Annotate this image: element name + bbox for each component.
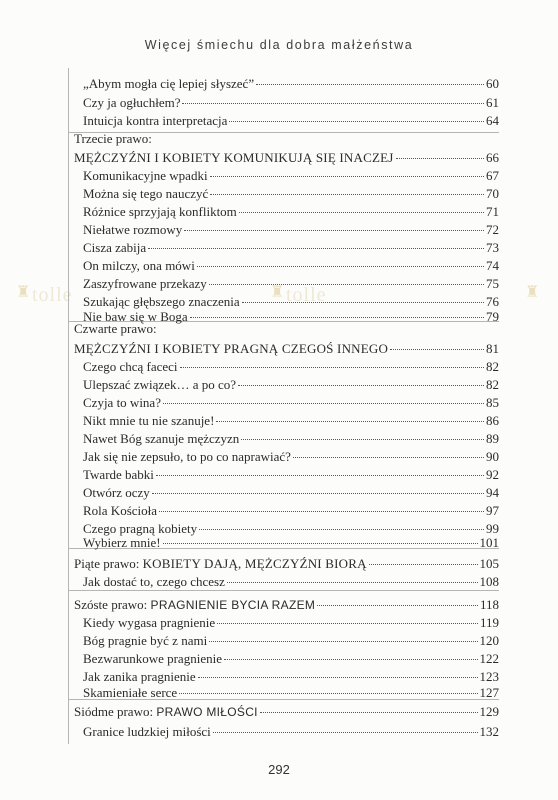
- toc-entry: Jak zanika pragnienie 123: [83, 669, 499, 684]
- chapter-entry: Siódme prawo: PRAWO MIŁOŚCI 129: [74, 704, 499, 719]
- toc-entry: Granice ludzkiej miłości 132: [83, 724, 499, 739]
- toc-entry: „Abym mogła cię lepiej słyszeć” 60: [83, 76, 499, 91]
- toc-entry: Zaszyfrowane przekazy 75: [83, 276, 499, 291]
- toc-entry: Szukając głębszego znaczenia 76: [83, 294, 499, 309]
- toc-entry: Wybierz mnie! 101: [83, 535, 499, 550]
- page-number: 292: [268, 762, 290, 777]
- toc-entry: Czyja to wina? 85: [83, 395, 499, 410]
- watermark: tolle: [32, 284, 73, 306]
- toc-entry: Bóg pragnie być z nami 120: [83, 633, 499, 648]
- chapter-entry: MĘŻCZYŹNI I KOBIETY KOMUNIKUJĄ SIĘ INACZEJ 66: [74, 150, 499, 165]
- toc-entry: Komunikacyjne wpadki 67: [83, 168, 499, 183]
- toc-entry: Rola Kościoła 97: [83, 503, 499, 518]
- toc-entry: Otwórz oczy 94: [83, 485, 499, 500]
- toc-entry: Cisza zabija 73: [83, 240, 499, 255]
- toc-entry: Czego pragną kobiety 99: [83, 521, 499, 536]
- toc-entry: Niełatwe rozmowy 72: [83, 222, 499, 237]
- chapter-entry: Piąte prawo: KOBIETY DAJĄ, MĘŻCZYŹNI BIORĄ 105: [74, 556, 499, 571]
- toc-entry: On milczy, ona mówi 74: [83, 258, 499, 273]
- toc-entry: Ulepszać związek… a po co? 82: [83, 377, 499, 392]
- toc-entry: Kiedy wygasa pragnienie 119: [83, 615, 499, 630]
- watermark: tolle: [286, 284, 327, 306]
- chapter-entry: MĘŻCZYŹNI I KOBIETY PRAGNĄ CZEGOŚ INNEGO 81: [74, 341, 499, 356]
- toc-entry: Jak dostać to, czego chcesz 108: [83, 574, 499, 589]
- toc-entry: Można się tego nauczyć 70: [83, 186, 499, 201]
- toc-entry: Nawet Bóg szanuje mężczyzn 89: [83, 431, 499, 446]
- chapter-entry: Szóste prawo: PRAGNIENIE BYCIA RAZEM 118: [74, 597, 499, 612]
- toc-entry: Nikt mnie tu nie szanuje! 86: [83, 413, 499, 428]
- watermark-candle-icon: ♜: [16, 284, 32, 301]
- toc-entry: Skamieniałe serce 127: [83, 685, 499, 700]
- watermark-candle-icon: ♜: [525, 284, 541, 301]
- toc-entry: Czego chcą faceci 82: [83, 359, 499, 374]
- toc-entry: Bezwarunkowe pragnienie 122: [83, 651, 499, 666]
- toc-entry: Intuicja kontra interpretacja 64: [83, 113, 499, 128]
- law-label: Trzecie prawo:: [74, 131, 152, 146]
- toc-entry: Twarde babki 92: [83, 467, 499, 482]
- toc-entry: Czy ja ogłuchłem? 61: [83, 95, 499, 110]
- running-header: Więcej śmiechu dla dobra małżeństwa: [144, 38, 414, 52]
- toc-entry: Nie baw się w Boga 79: [83, 309, 499, 324]
- toc-entry: Jak się nie zepsuło, to po co naprawiać? 90: [83, 449, 499, 464]
- law-label: Czwarte prawo:: [74, 321, 157, 336]
- watermark-candle-icon: ♜: [270, 284, 286, 301]
- toc-entry: Różnice sprzyjają konfliktom 71: [83, 204, 499, 219]
